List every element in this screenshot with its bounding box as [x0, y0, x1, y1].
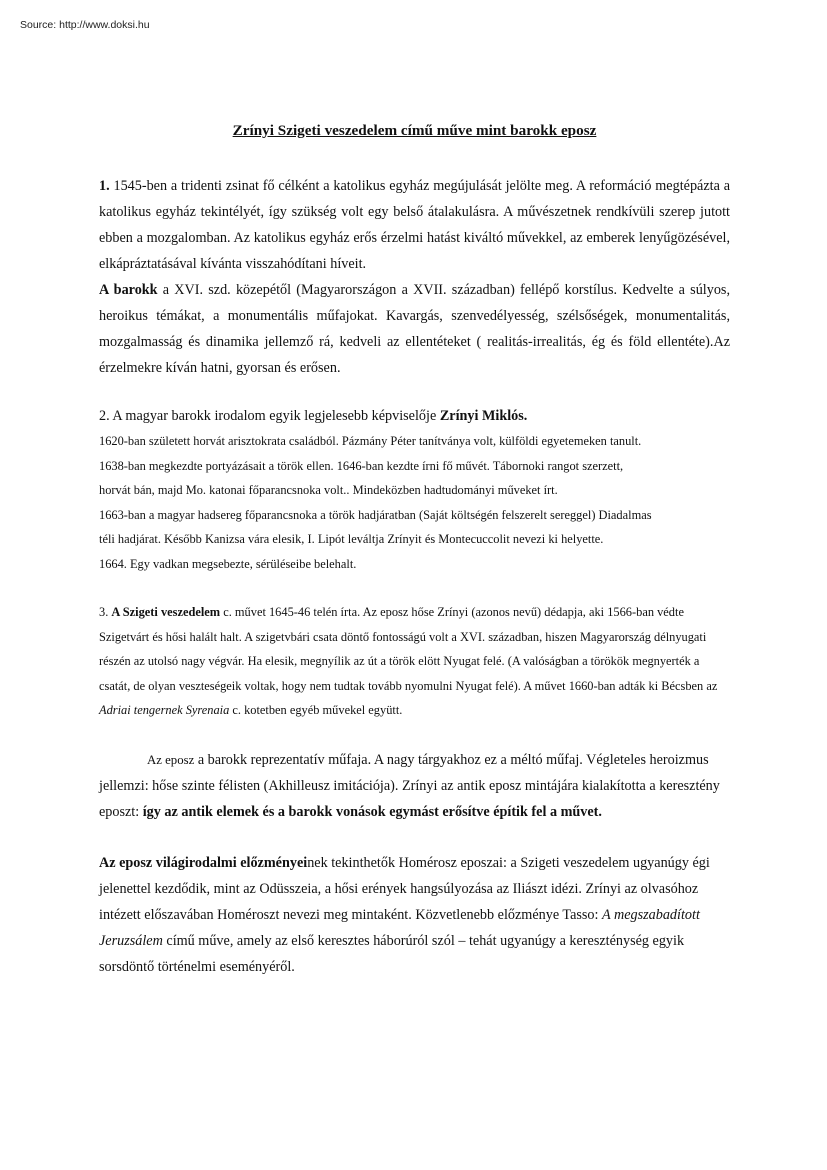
- document-page: [99, 118, 730, 980]
- barokk-text: a XVI. szd. közepétől (Magyarországon a XVII. században) fellépő korstílus. Kedvelte a súlyos, heroikus témákat, a monumentális műfajokat. Kavargás, szenvedélyesség, szélsőségek, monumentalitás, mozgalmasság és dinamika jellemző rá, kedveli az ellentéteket ( realitás-irrealitás, ég és föld ellentéte).Az érzelmekre kíván hatni, gyorsan és erősen.: [99, 282, 730, 376]
- section-3-text-1: c. művet 1645-46 telén írta. Az eposz hőse Zrínyi (azonos nevű) dédapja, aki 1566-ban védte Szigetvárt és hősi halált halt. A szigetvbári csata döntő fontosságú volt a XVI. században, hiszen Magyarország délnyugati részén az utolsó nagy végvár. Ha elesik, megnyílik az út a török elött Nyugat felé. (A valóságban a törökök megnyerték a csatát, de olyan veszteségeik voltak, hogy nem tudtak tovább nyomulni Nyugat felé). A művet 1660-ban adták ki Bécsben az: [99, 605, 718, 693]
- source-label: Source: http://www.doksi.hu: [20, 19, 150, 31]
- section-3-italic-title: Adriai tengernek Syrenaia: [99, 703, 230, 717]
- section-2-bio: [99, 429, 730, 576]
- section-1-number: 1.: [99, 178, 110, 194]
- section-3-bold: A Szigeti veszedelem: [111, 605, 221, 619]
- section-3-paragraph: [99, 600, 730, 723]
- section-5-text-2: című műve, amely az első keresztes háborúról szól – tehát ugyanúgy a kereszténység egyik sorsdöntő történelmi eseményéről.: [99, 932, 685, 975]
- bio-line: 1664. Egy vadkan megsebezte, sérüléseibe belehalt.: [99, 556, 357, 571]
- bio-line: téli hadjárat. Később Kanizsa vára elesik, I. Lipót leváltja Zrínyit és Montecuccolit nevezi ki helyette.: [99, 532, 604, 546]
- section-1-text: 1545-ben a tridenti zsinat fő célként a katolikus egyház megújulását jelölte meg. A reformáció megtépázta a katolikus egyház tekintélyét, így szükség volt egy belső átalakulásra. A művészetnek rendkívüli szerep jutott ebben a mozgalomban. Az katolikus egyház erős érzelmi hatást kiváltó művekkel, az emberek lenyűgözésével, elkápráztatásával kívánta visszahódítani híveit.: [99, 178, 730, 272]
- bio-line: 1638-ban megkezdte portyázásait a török ellen. 1646-ban kezdte írni fő művét. Tábornoki rangot szerzett,: [99, 458, 624, 473]
- bio-line: 1620-ban született horvát arisztokrata családból. Pázmány Péter tanítványa volt, külföldi egyetemeken tanult.: [99, 434, 642, 448]
- section-5-paragraph: [99, 850, 730, 980]
- section-4-paragraph: [99, 747, 730, 825]
- section-1-paragraph: [99, 173, 730, 277]
- bio-line: 1663-ban a magyar hadsereg főparancsnoka a török hadjáratban (Saját költségén felszerelt sereggel) Diadalmas: [99, 507, 652, 522]
- section-4-text: a barokk reprezentatív műfaja. A nagy tárgyakhoz ez a méltó műfaj. Végleteles heroizmus jellemzi: hőse szinte félisten (Akhilleusz imitációja). Zrínyi az antik eposz mintájára kialakította a keresztény eposzt:: [99, 751, 720, 820]
- section-5-bold: Az eposz világirodalmi előzményei: [99, 854, 308, 871]
- bio-line: horvát bán, majd Mo. katonai főparancsnoka volt.. Mindeközben hadtudományi műveket írt.: [99, 483, 558, 497]
- barokk-label: A barokk: [99, 282, 158, 298]
- section-2-heading: [99, 403, 730, 429]
- section-2-heading-name: Zrínyi Miklós.: [439, 408, 528, 424]
- section-5-text-1: nek tekinthetők Homérosz eposzai: a Szigeti veszedelem ugyanúgy égi jelenettel kezdődik, mint az Odüsszeia, a hősi erények hangsúlyozása az Iliászt idézi. Zrínyi az olvasóhoz intézett előszavában Homéroszt nevezi meg mintaként. Közvetlenebb előzménye Tasso:: [99, 854, 710, 923]
- section-4-lead: Az eposz: [147, 752, 195, 767]
- document-title: Zrínyi Szigeti veszedelem című műve mint barokk eposz: [232, 122, 597, 139]
- section-5-italic-title: A megszabadított Jeruzsálem: [99, 906, 700, 949]
- section-3-text-2: c. kotetben egyéb művekel együtt.: [229, 703, 403, 717]
- section-2-heading-text: 2. A magyar barokk irodalom egyik legjelesebb képviselője: [99, 408, 440, 424]
- section-4-bold: így az antik elemek és a barokk vonások egymást erősítve építik fel a művet.: [142, 803, 602, 820]
- section-3-number: 3.: [99, 605, 112, 619]
- barokk-paragraph: [99, 277, 730, 381]
